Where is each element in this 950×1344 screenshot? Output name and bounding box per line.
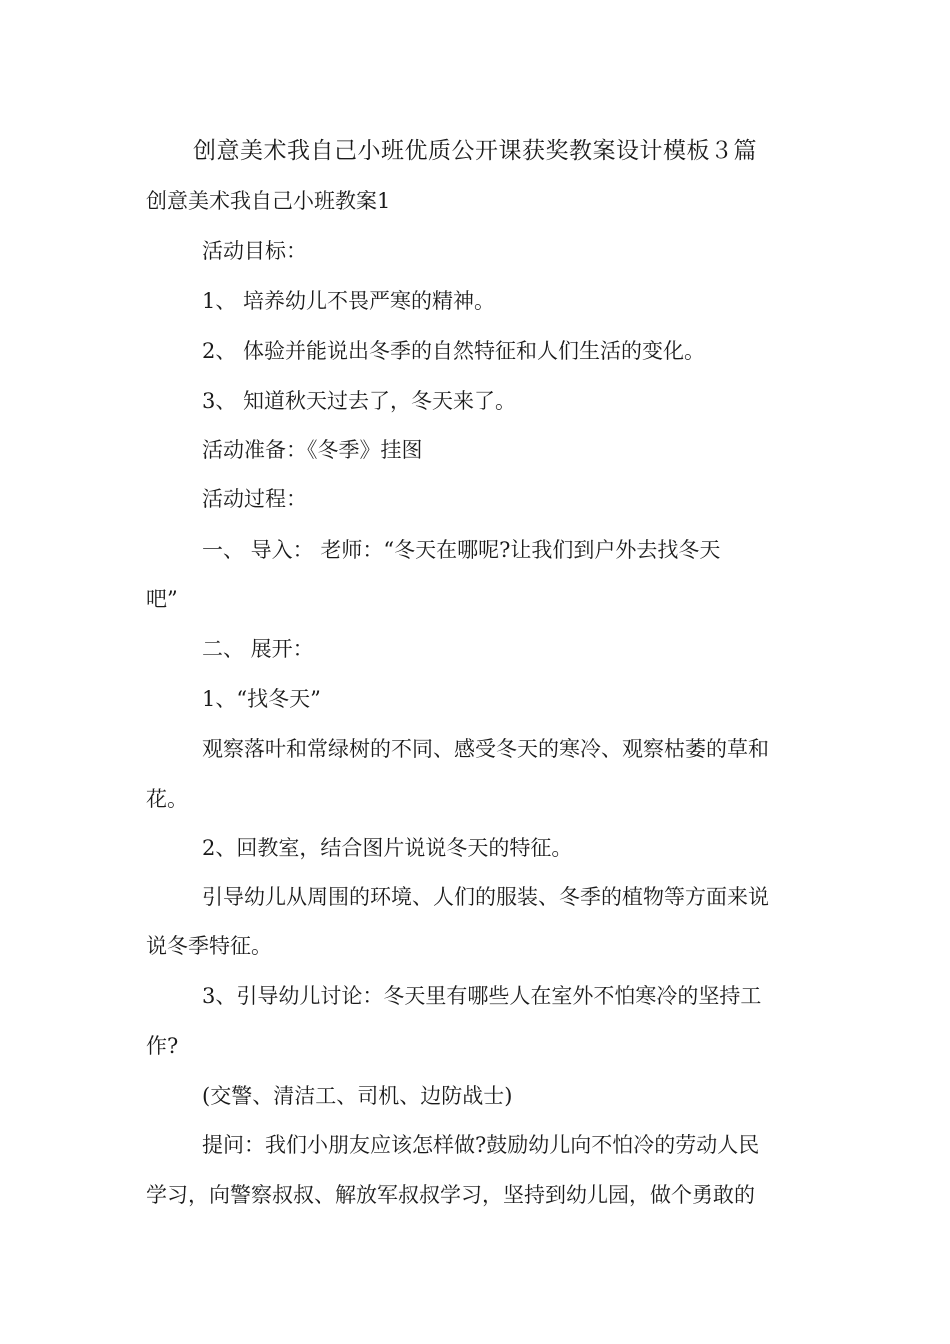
paragraph-line: 花。 bbox=[146, 787, 188, 811]
paragraph-line: 提问：我们小朋友应该怎样做?鼓励幼儿向不怕冷的劳动人民 bbox=[202, 1133, 760, 1157]
paragraph-line: 1、“找冬天” bbox=[202, 687, 321, 711]
document-title: 创意美术我自己小班优质公开课获奖教案设计模板３篇 bbox=[193, 138, 757, 164]
paragraph-line: 3、引导幼儿讨论：冬天里有哪些人在室外不怕寒冷的坚持工 bbox=[202, 984, 762, 1008]
paragraph-line: 活动过程： bbox=[202, 487, 307, 511]
paragraph-line: 一、 导入： 老师：“冬天在哪呢?让我们到户外去找冬天 bbox=[202, 538, 721, 562]
paragraph-line: 活动准备：《冬季》挂图 bbox=[202, 438, 423, 462]
paragraph-line: 2、 体验并能说出冬季的自然特征和人们生活的变化。 bbox=[202, 339, 706, 363]
paragraph-line: 引导幼儿从周围的环境、人们的服装、冬季的植物等方面来说 bbox=[202, 885, 769, 909]
paragraph-line: 学习，向警察叔叔、解放军叔叔学习，坚持到幼儿园，做个勇敢的 bbox=[146, 1183, 755, 1207]
paragraph-line: 活动目标： bbox=[202, 239, 307, 263]
section-heading: 创意美术我自己小班教案1 bbox=[146, 189, 391, 213]
paragraph-line: 3、 知道秋天过去了，冬天来了。 bbox=[202, 389, 517, 413]
paragraph-line: 2、回教室，结合图片说说冬天的特征。 bbox=[202, 836, 573, 860]
paragraph-line: 1、 培养幼儿不畏严寒的精神。 bbox=[202, 289, 496, 313]
paragraph-line: 作? bbox=[146, 1034, 179, 1058]
paragraph-line: 观察落叶和常绿树的不同、感受冬天的寒冷、观察枯萎的草和 bbox=[202, 737, 769, 761]
paragraph-line: 吧” bbox=[146, 587, 178, 611]
paragraph-line: 说冬季特征。 bbox=[146, 934, 272, 958]
paragraph-line: 二、 展开： bbox=[202, 637, 314, 661]
paragraph-line: (交警、清洁工、司机、边防战士) bbox=[202, 1084, 513, 1108]
